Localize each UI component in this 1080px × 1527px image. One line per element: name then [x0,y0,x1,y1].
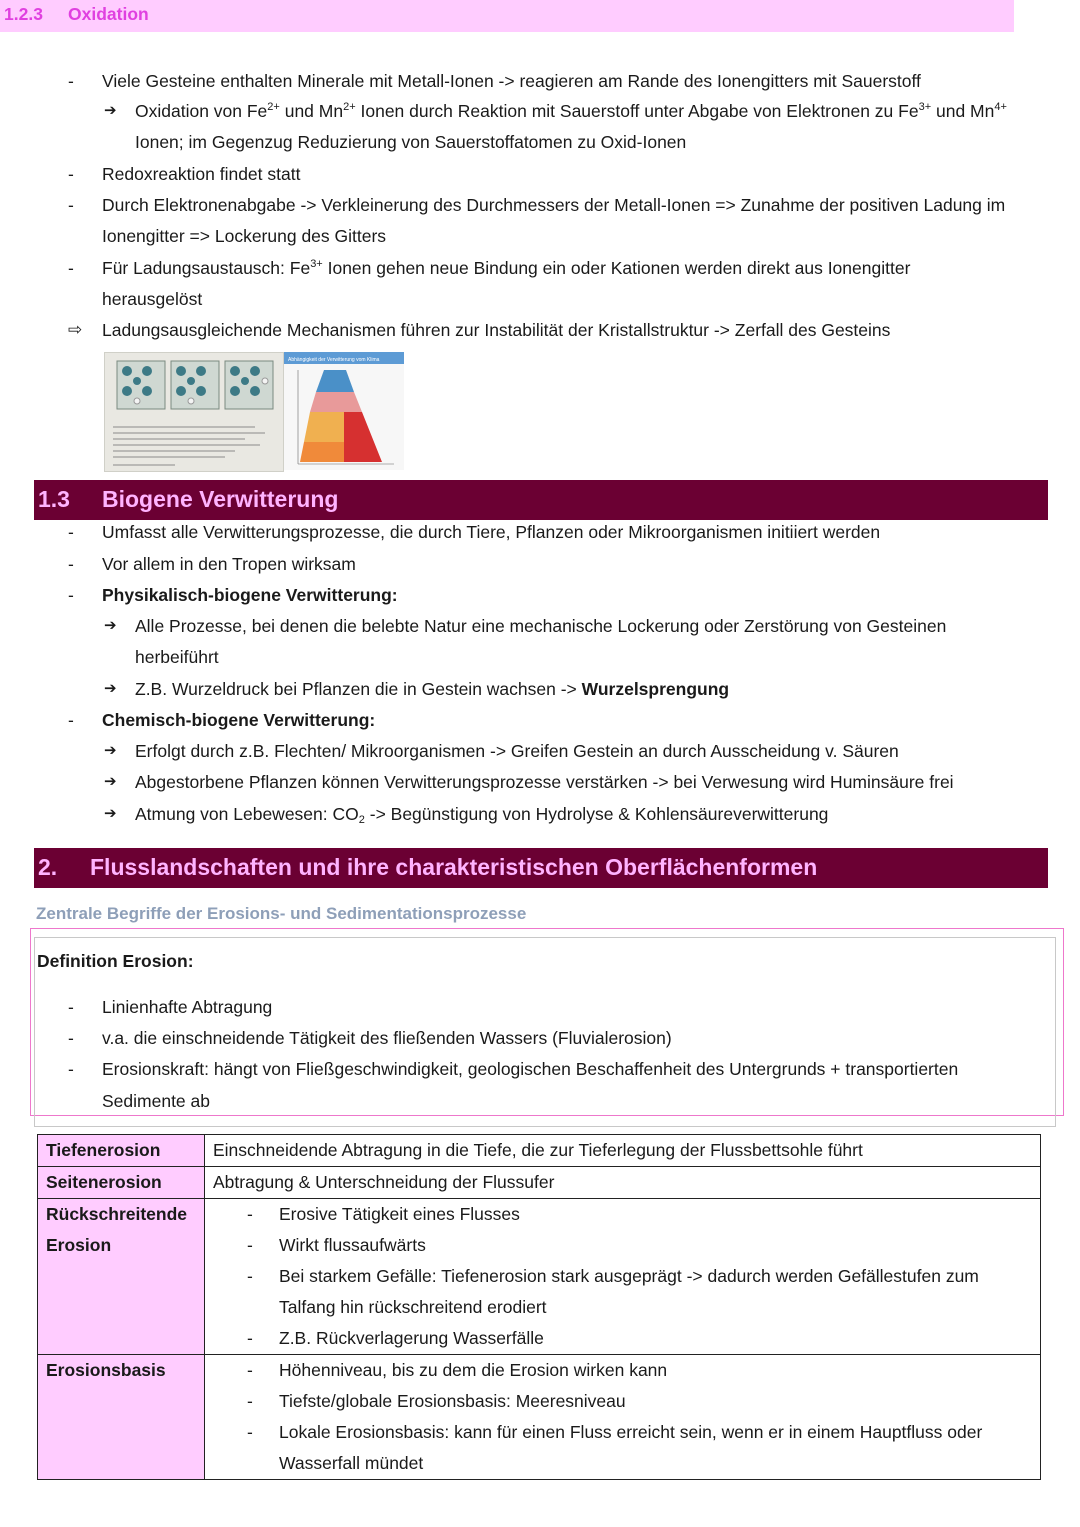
climate-weathering-chart [284,352,404,470]
definition-title: Definition Erosion: [37,951,194,971]
list-item-continued: Ionengitter => Lockerung des Gitters [102,226,387,246]
bullet-dash: - [68,1059,74,1079]
table-key: Seitenerosion [38,1167,205,1199]
list-item: Oxidation von $Fe^{2+}$ und $Mn^{2+}$ Ionen durch Reaktion mit Sauerstoff unter Abgabe von Elektronen zu $Fe^{3+}$ und $Mn^{4+}$ [135,101,1007,121]
list-item-continued: Ionen; im Gegenzug Reduzierung von Sauerstoffatomen zu Oxid-Ionen [135,132,687,152]
bullet-dash: - [68,710,74,730]
list-item: Umfasst alle Verwitterungsprozesse, die durch Tiere, Pflanzen oder Mikroorganismen initiiert werden [102,522,881,542]
list-item: Vor allem in den Tropen wirksam [102,554,356,574]
ion-lattice-diagram [105,353,283,471]
section-title: Flusslandschaften und ihre charakteristischen Oberflächenformen [90,854,818,880]
arrow-icon: ➔ [104,805,117,822]
bullet-dash: - [68,71,74,91]
bullet-dash: - [68,585,74,605]
list-item: Ladungsausgleichende Mechanismen führen zur Instabilität der Kristallstruktur -> Zerfall des Gesteins [102,320,891,340]
table-key: Tiefenerosion [38,1135,205,1167]
hollow-arrow-icon: ⇨ [68,320,83,339]
section-number: 1.3 [38,486,70,512]
table-row [38,1135,1041,1167]
table-value-list: - Erosive Tätigkeit eines Flusses - Wirkt flussaufwärts - Bei starkem Gefälle: Tiefenerosion stark ausgeprägt -> dadurch werden Gefällestufen zum Talfang hin rückschreitend erodiert - Z.B. Rückverlagerung Wasserfälle [205,1199,1041,1355]
bullet-dash: - [68,195,74,215]
list-item: Erosionskraft: hängt von Fließgeschwindigkeit, geologischen Beschaffenheit des Untergrunds + transportierten [102,1059,959,1079]
section-title: Biogene Verwitterung [102,486,339,512]
table-value: Einschneidende Abtragung in die Tiefe, die zur Tieferlegung der Flussbettsohle führt [205,1135,1041,1167]
table-row [38,1199,1041,1355]
section-title: Oxidation [68,4,149,24]
section-number: 1.2.3 [4,4,43,24]
table-value: Abtragung & Unterschneidung der Flussufer [205,1167,1041,1199]
bullet-dash: - [68,258,74,278]
list-item: Z.B. Wurzeldruck bei Pflanzen die in Gestein wachsen -> Wurzelsprengung [135,679,730,699]
climate-weathering-diagram [284,352,404,470]
list-item-heading: Physikalisch-biogene Verwitterung: [102,585,398,605]
bullet-dash: - [68,554,74,574]
table-value-list: - Höhenniveau, bis zu dem die Erosion wirken kann - Tiefste/globale Erosionsbasis: Meeresniveau - Lokale Erosionsbasis: kann für einen Fluss erreicht sein, wenn er in einem Hauptfluss oder Wasserfall mündet [205,1355,1041,1480]
arrow-icon: ➔ [104,617,117,634]
arrow-icon: ➔ [104,742,117,759]
list-item: Durch Elektronenabgabe -> Verkleinerung des Durchmessers der Metall-Ionen => Zunahme der positiven Ladung im [102,195,1006,215]
table-row [38,1355,1041,1480]
arrow-icon: ➔ [104,680,117,697]
list-item: Atmung von Lebewesen: $CO_2$ -> Begünstigung von Hydrolyse & Kohlensäureverwitterung [135,804,829,826]
list-item: Redoxreaktion findet statt [102,164,301,184]
erosion-table [37,1134,1041,1480]
list-item: Abgestorbene Pflanzen können Verwitterungsprozesse verstärken -> bei Verwesung wird Huminsäure frei [135,772,954,792]
list-item-continued: herbeiführt [135,647,219,667]
list-item: Alle Prozesse, bei denen die belebte Natur eine mechanische Lockerung oder Zerstörung von Gesteinen [135,616,947,636]
list-item: Für Ladungsaustausch: $Fe^{3+}$ Ionen gehen neue Bindung ein oder Kationen werden direkt aus Ionengitter [102,258,911,278]
ion-lattice-photo [104,352,284,472]
bullet-dash: - [68,164,74,184]
arrow-icon: ➔ [104,102,117,119]
arrow-icon: ➔ [104,773,117,790]
bullet-dash: - [68,522,74,542]
bullet-dash: - [68,1028,74,1048]
table-row [38,1167,1041,1199]
section-heading-biogene [34,480,1048,520]
list-item: Linienhafte Abtragung [102,997,273,1017]
list-item: v.a. die einschneidende Tätigkeit des fließenden Wassers (Fluvialerosion) [102,1028,672,1048]
list-item: Viele Gesteine enthalten Minerale mit Metall-Ionen -> reagieren am Rande des Ionengitters mit Sauerstoff [102,71,921,91]
list-item: Erfolgt durch z.B. Flechten/ Mikroorganismen -> Greifen Gestein an durch Ausscheidung v. Säuren [135,741,899,761]
section-heading-flusslandschaften [34,848,1048,888]
subheading: Zentrale Begriffe der Erosions- und Sedimentationsprozesse [36,904,527,923]
list-item-continued: Sedimente ab [102,1091,210,1111]
bullet-dash: - [68,997,74,1017]
section-number: 2. [38,854,58,880]
section-heading-oxidation [0,0,1014,32]
list-item-continued: herausgelöst [102,289,203,309]
table-key: Rückschreitende Erosion [38,1199,205,1355]
table-key: Erosionsbasis [38,1355,205,1480]
list-item-heading: Chemisch-biogene Verwitterung: [102,710,376,730]
chart-title: Abhängigkeit der Verwitterung vom Klima [288,357,380,363]
